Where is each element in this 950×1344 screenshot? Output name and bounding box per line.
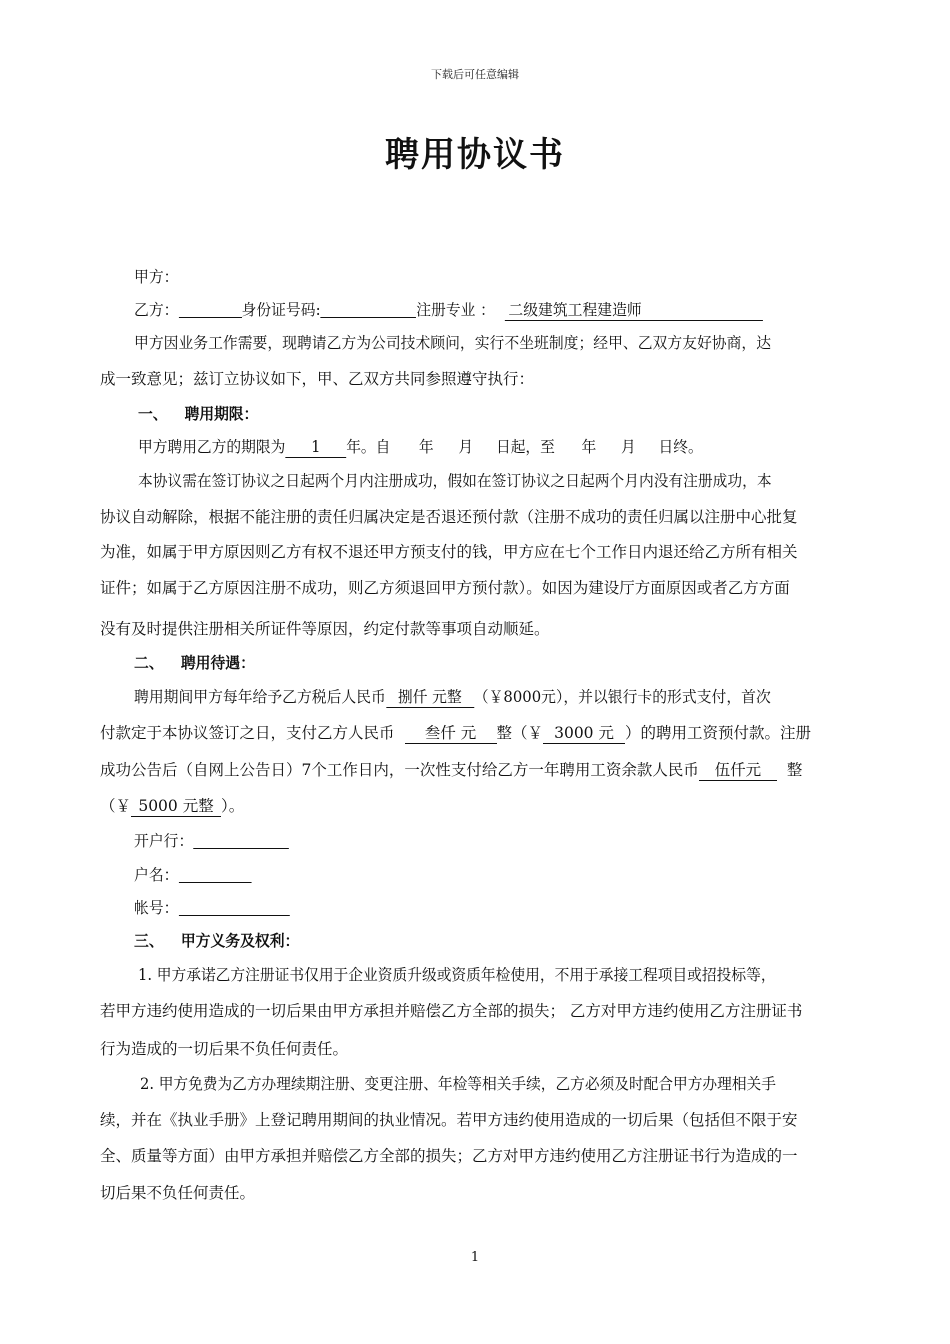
balance-suffix: 整 [786,761,803,779]
party-a-line [134,266,870,288]
item-1-line: 1. 甲方承诺乙方注册证书仅用于企业资质升级或资质年检使用，不用于承接工程项目或招投标等， [138,966,776,984]
term-prefix: 甲方聘用乙方的期限为 [138,438,286,456]
salary-line-3 [100,759,870,781]
term-value[interactable]: 1 [285,438,346,458]
section-2-heading [134,652,870,674]
section-1-para-line: 没有及时提供注册相关所证件等原因，约定付款等事项自动顺延。 [100,620,550,638]
intro-line-2: 成一致意见；兹订立协议如下，甲、乙双方共同参照遵守执行： [100,370,535,388]
section-1-para-line: 证件；如属于乙方原因注册不成功，则乙方须退回甲方预付款）。如因为建设厅方面原因或者乙方方面 [100,579,790,597]
salary-line-1 [134,686,870,708]
major-value[interactable]: 二级建筑工程建造师 [505,301,763,321]
item-2-line: 2. 甲方免费为乙方办理续期注册、变更注册、年检等相关手续，乙方必须及时配合甲方办理相关手 [140,1075,776,1093]
item-1-line: 若甲方违约使用造成的一切后果由甲方承担并赔偿乙方全部的损失； 乙方对甲方违约使用乙方注册证书 [100,1002,803,1020]
section-1-para-line: 协议自动解除，根据不能注册的责任归属决定是否退还预付款（注册不成功的责任归属以注册中心批复 [100,508,798,526]
item-2-line: 全、质量等方面）由甲方承担并赔偿乙方全部的损失；乙方对甲方违约使用乙方注册证书行为造成的一 [100,1147,798,1165]
intro-line-1: 甲方因业务工作需要，现聘请乙方为公司技术顾问，实行不坐班制度；经甲、乙双方友好协商，达 [134,334,772,352]
balance-number-suffix: ）。 [221,797,245,815]
advance-suffix: ）的聘用工资预付款。注册 [625,724,812,742]
id-number-blank[interactable] [321,300,417,318]
start-day: 日起，至 [495,438,555,456]
party-b-label: 乙方： [134,301,179,319]
account-name-blank[interactable] [178,865,251,883]
section-1-heading [138,403,870,425]
party-b-line [134,299,870,321]
section-2-number: 二、 [134,653,164,672]
salary-line-4 [100,795,870,817]
end-day: 日终。 [658,438,703,456]
bank-line [134,830,870,852]
bank-blank[interactable] [193,831,289,849]
account-name-line [134,864,870,886]
major-label: 注册专业 ： [416,301,495,319]
account-name-label: 户名： [134,866,179,884]
salary-line-2 [100,722,870,744]
section-2-title: 聘用待遇： [180,653,255,672]
balance-amount[interactable]: 伍仟元 [699,761,777,781]
salary-prefix: 聘用期间甲方每年给予乙方税后人民币 [134,688,386,706]
balance-prefix: 成功公告后（自网上公告日）7个工作日内，一次性支付给乙方一年聘用工资余款人民币 [100,761,699,779]
page-number: 1 [470,1250,480,1265]
balance-number[interactable]: 5000 元整 [131,797,221,817]
party-a-label: 甲方： [134,268,179,286]
item-2-line: 续，并在《执业手册》上登记聘用期间的执业情况。若甲方违约使用造成的一切后果（包括但不限于安 [100,1111,798,1129]
end-month: 月 [620,438,636,456]
section-1-number: 一、 [138,404,168,423]
section-1-para-line: 本协议需在签订协议之日起两个月内注册成功，假如在签订协议之日起两个月内没有注册成功，本 [138,472,772,490]
end-year: 年 [581,438,597,456]
document-title: 聘用协议书 [385,135,565,175]
id-label: 身份证号码: [241,301,321,319]
item-1-line: 行为造成的一切后果不负任何责任。 [100,1040,349,1058]
bank-label: 开户行： [134,832,194,850]
start-month: 月 [458,438,474,456]
section-3-heading [134,930,870,952]
section-3-number: 三、 [134,931,164,950]
section-1-para-line: 为准，如属于甲方原因则乙方有权不退还甲方预支付的钱，甲方应在七个工作日内退还给乙方所有相关 [100,543,798,561]
start-year: 年 [418,438,434,456]
advance-prefix: 付款定于本协议签订之日，支付乙方人民币 [100,724,395,742]
balance-number-prefix: （￥ [100,797,132,815]
account-number-label: 帐号： [134,899,179,917]
account-number-blank[interactable] [178,898,289,916]
term-line [138,436,870,458]
advance-amount[interactable]: 叁仟 元 [405,724,497,744]
advance-mid: 整（￥ [496,724,544,742]
advance-number[interactable]: 3000 元 [543,724,625,744]
party-b-name-blank[interactable] [178,300,241,318]
item-2-line: 切后果不负任何责任。 [100,1184,256,1202]
section-1-title: 聘用期限： [184,404,259,423]
term-suffix: 年。自 [346,438,391,456]
account-number-line [134,897,870,919]
salary-suffix: （￥8000元），并以银行卡的形式支付，首次 [473,688,771,706]
header-note: 下载后可任意编辑 [431,68,519,81]
annual-amount[interactable]: 捌仟 元整 [386,688,474,708]
section-3-title: 甲方义务及权利： [180,931,300,950]
